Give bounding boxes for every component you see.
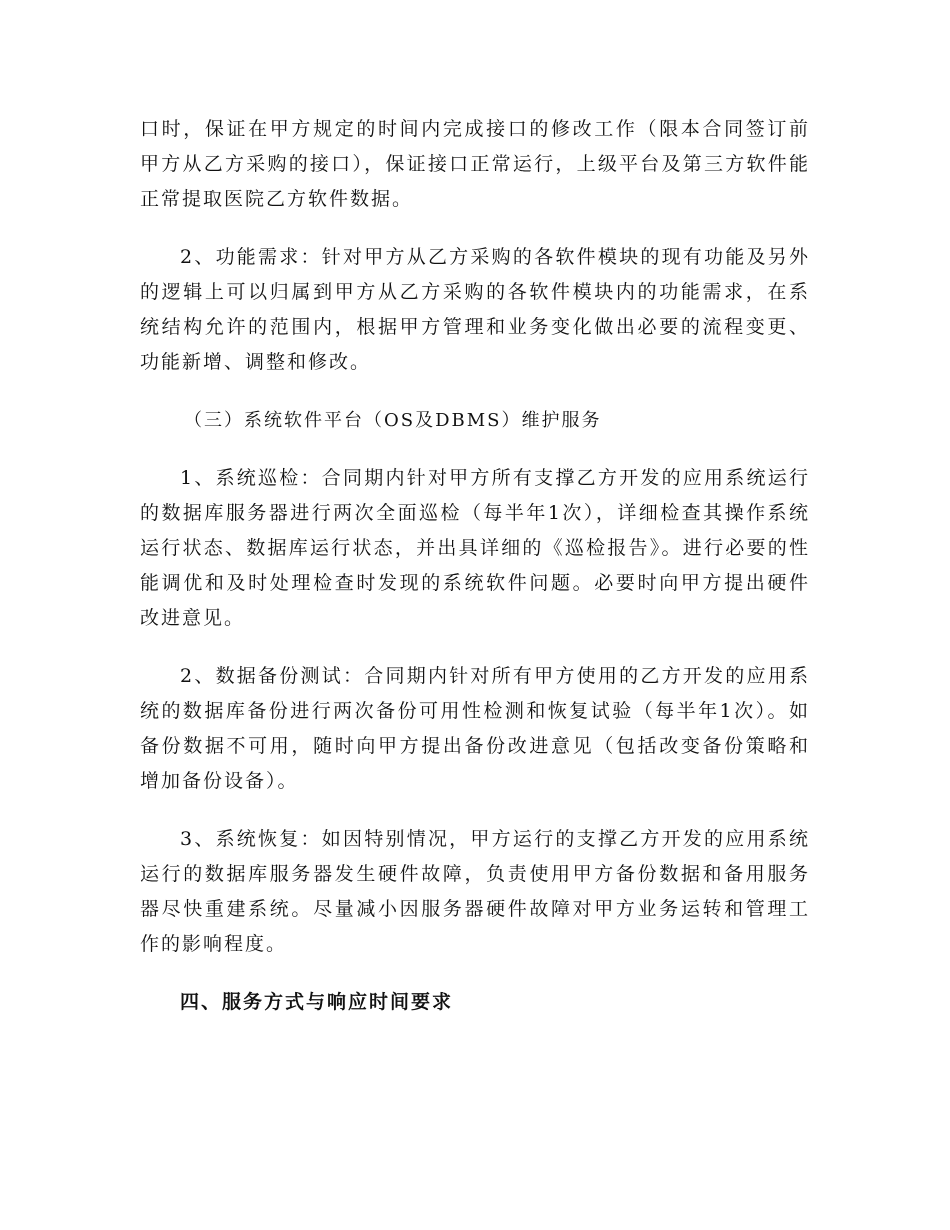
paragraph-data-backup-test: 2、数据备份测试：合同期内针对所有甲方使用的乙方开发的应用系统的数据库备份进行两次备份可用性检测和恢复试验（每半年1次）。如备份数据不可用，随时向甲方提出备份改进意见（包括改变备份策略和增加备份设备）。 xyxy=(140,665,810,792)
paragraph-system-recovery: 3、系统恢复：如因特别情况，甲方运行的支撑乙方开发的应用系统运行的数据库服务器发生硬件故障，负责使用甲方备份数据和备用服务器尽快重建系统。尽量减小因服务器硬件故障对甲方业务运转和管理工作的影响程度。 xyxy=(140,828,810,955)
paragraph-functional-requirements: 2、功能需求：针对甲方从乙方采购的各软件模块的现有功能及另外的逻辑上可以归属到甲方从乙方采购的各软件模块内的功能需求，在系统结构允许的范围内，根据甲方管理和业务变化做出必要的流程变更、功能新增、调整和修改。 xyxy=(140,246,810,373)
subheading-system-software-platform: （三）系统软件平台（OS及DBMS）维护服务 xyxy=(184,410,602,431)
section-heading-service-mode: 四、服务方式与响应时间要求 xyxy=(180,991,454,1013)
paragraph-system-inspection: 1、系统巡检：合同期内针对甲方所有支撑乙方开发的应用系统运行的数据库服务器进行两次全面巡检（每半年1次），详细检查其操作系统运行状态、数据库运行状态，并出具详细的《巡检报告》。进行必要的性能调优和及时处理检查时发现的系统软件问题。必要时向甲方提出硬件改进意见。 xyxy=(140,467,810,629)
paragraph-interface-continuation: 口时，保证在甲方规定的时间内完成接口的修改工作（限本合同签订前甲方从乙方采购的接口），保证接口正常运行，上级平台及第三方软件能正常提取医院乙方软件数据。 xyxy=(140,118,810,210)
